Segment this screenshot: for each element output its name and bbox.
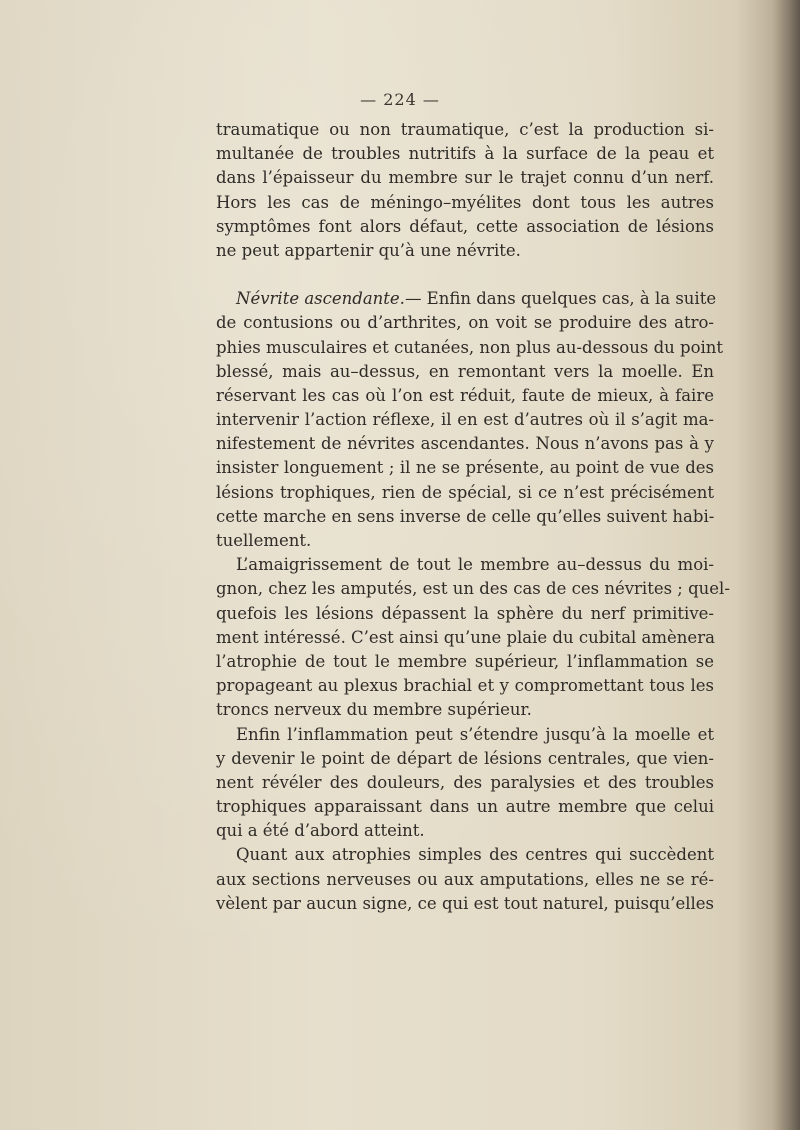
text-line: cette marche en sens inverse de celle qu’elles suivent habi- xyxy=(216,506,715,526)
text-line: aux sections nerveuses ou aux amputations, elles ne se ré- xyxy=(216,869,714,889)
paragraph-1 xyxy=(216,118,714,263)
text-line: Quant aux atrophies simples des centres qui succèdent xyxy=(236,845,714,865)
text-line: tuellement. xyxy=(216,531,312,550)
text-line: symptômes font alors défaut, cette association de lésions xyxy=(216,216,714,236)
paragraph-2 xyxy=(216,287,724,553)
text-line: gnon, chez les amputés, est un des cas de ces névrites ; quel- xyxy=(216,579,730,599)
text-line: blessé, mais au–dessus, en remontant vers la moelle. En xyxy=(216,361,714,381)
paragraph-gap xyxy=(216,263,714,287)
text-line: troncs nerveux du membre supérieur. xyxy=(216,700,532,720)
text-line: phies musculaires et cutanées, non plus au-dessous du point xyxy=(216,337,724,357)
text-line: ment intéressé. C’est ainsi qu’une plaie du cubital amènera xyxy=(216,627,715,647)
text-line: multanée de troubles nutritifs à la surface de la peau et xyxy=(216,144,714,164)
text-line: nifestement de névrites ascendantes. Nous n’avons pas à y xyxy=(216,434,714,454)
text-line: quefois les lésions dépassent la sphère du nerf primitive- xyxy=(216,603,714,623)
text-line: de contusions ou d’arthrites, on voit se produire des atro- xyxy=(216,313,714,333)
text-line: intervenir l’action réflexe, il en est d’autres où il s’agit ma- xyxy=(216,410,714,430)
text-line: trophiques apparaissant dans un autre membre que celui xyxy=(216,797,714,817)
text-line: réservant les cas où l’on est réduit, faute de mieux, à faire xyxy=(216,385,714,405)
binding-shadow xyxy=(772,0,800,1130)
paragraph-3 xyxy=(216,553,730,722)
text-line: propageant au plexus brachial et y compromettant tous les xyxy=(216,676,714,696)
text-line: Hors les cas de méningo–myélites dont tous les autres xyxy=(216,192,714,212)
text-line: traumatique ou non traumatique, c’est la production si- xyxy=(216,120,714,139)
text-line: nent révéler des douleurs, des paralysies et des troubles xyxy=(216,772,714,792)
text-line: vèlent par aucun signe, ce qui est tout naturel, puisqu’elles xyxy=(216,893,714,913)
page-number: — 224 — xyxy=(360,90,440,109)
paragraph-4 xyxy=(216,723,714,844)
text-line: ne peut appartenir qu’à une névrite. xyxy=(216,240,521,260)
text-line: insister longuement ; il ne se présente, au point de vue des xyxy=(216,458,714,478)
text-line: lésions trophiques, rien de spécial, si ce n’est précisément xyxy=(216,482,714,502)
text-line: l’atrophie de tout le membre supérieur, l’inflammation se xyxy=(216,651,714,671)
text-line: Enfin l’inflammation peut s’étendre jusqu’à la moelle et xyxy=(236,724,714,744)
text-line: dans l’épaisseur du membre sur le trajet connu d’un nerf. xyxy=(216,168,714,188)
paragraph-5 xyxy=(216,843,714,916)
heading-suffix: — Enfin dans quelques cas, à la suite xyxy=(404,289,717,309)
text-line: L’amaigrissement de tout le membre au–dessus du moi- xyxy=(236,555,714,575)
text-line: y devenir le point de départ de lésions centrales, que vien- xyxy=(216,748,714,768)
body-text xyxy=(216,118,730,916)
section-heading: Névrite ascendante. xyxy=(236,289,405,309)
section-heading-line xyxy=(216,287,717,311)
text-line: qui a été d’abord atteint. xyxy=(216,821,425,841)
